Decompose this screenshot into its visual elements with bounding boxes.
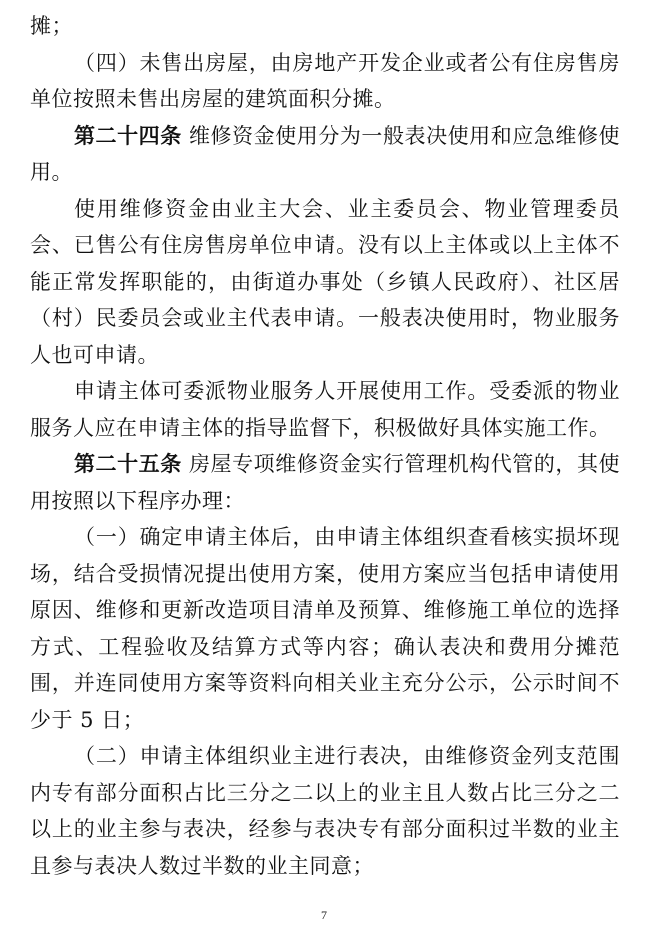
article-paragraph — [30, 446, 620, 519]
paragraph-text: （四）未售出房屋，由房地产开发企业或者公有住房售房单位按照未售出房屋的建筑面积分摊。 — [30, 50, 620, 111]
paragraph-text: 房屋专项维修资金实行管理机构代管的，其使用按照以下程序办理： — [30, 452, 620, 513]
paragraph — [30, 373, 620, 446]
article-paragraph — [30, 118, 620, 191]
paragraph-text: （一）确定申请主体后，由申请主体组织查看核实损坏现场，结合受损情况提出使用方案，使用方案应当包括申请使用原因、维修和更新改造项目清单及预算、维修施工单位的选择方式、工程验收及结算方式等内容；确认表决和费用分摊范围，并连同使用方案等资料向相关业主充分公示，公示时间不少于 5 日； — [30, 525, 620, 732]
paragraph — [30, 8, 620, 45]
paragraph-text: 维修资金使用分为一般表决使用和应急维修使用。 — [30, 123, 620, 184]
paragraph-text: （二）申请主体组织业主进行表决，由维修资金列支范围内专有部分面积占比三分之二以上的业主且人数占比三分之二以上的业主参与表决，经参与表决专有部分面积过半数的业主且参与表决人数过半数的业主同意； — [30, 744, 620, 878]
paragraph-text: 申请主体可委派物业服务人开展使用工作。受委派的物业服务人应在申请主体的指导监督下，积极做好具体实施工作。 — [30, 379, 620, 440]
article-heading: 第二十五条 — [74, 452, 182, 476]
document-body — [30, 8, 620, 884]
paragraph — [30, 519, 620, 738]
paragraph-text: 摊； — [30, 14, 73, 38]
paragraph-text: 使用维修资金由业主大会、业主委员会、物业管理委员会、已售公有住房售房单位申请。没有以上主体或以上主体不能正常发挥职能的，由街道办事处（乡镇人民政府）、社区居（村）民委员会或业主代表申请。一般表决使用时，物业服务人也可申请。 — [30, 196, 620, 367]
paragraph — [30, 191, 620, 374]
paragraph — [30, 738, 620, 884]
paragraph — [30, 45, 620, 118]
article-heading: 第二十四条 — [74, 123, 182, 148]
page-number: 7 — [321, 908, 327, 922]
